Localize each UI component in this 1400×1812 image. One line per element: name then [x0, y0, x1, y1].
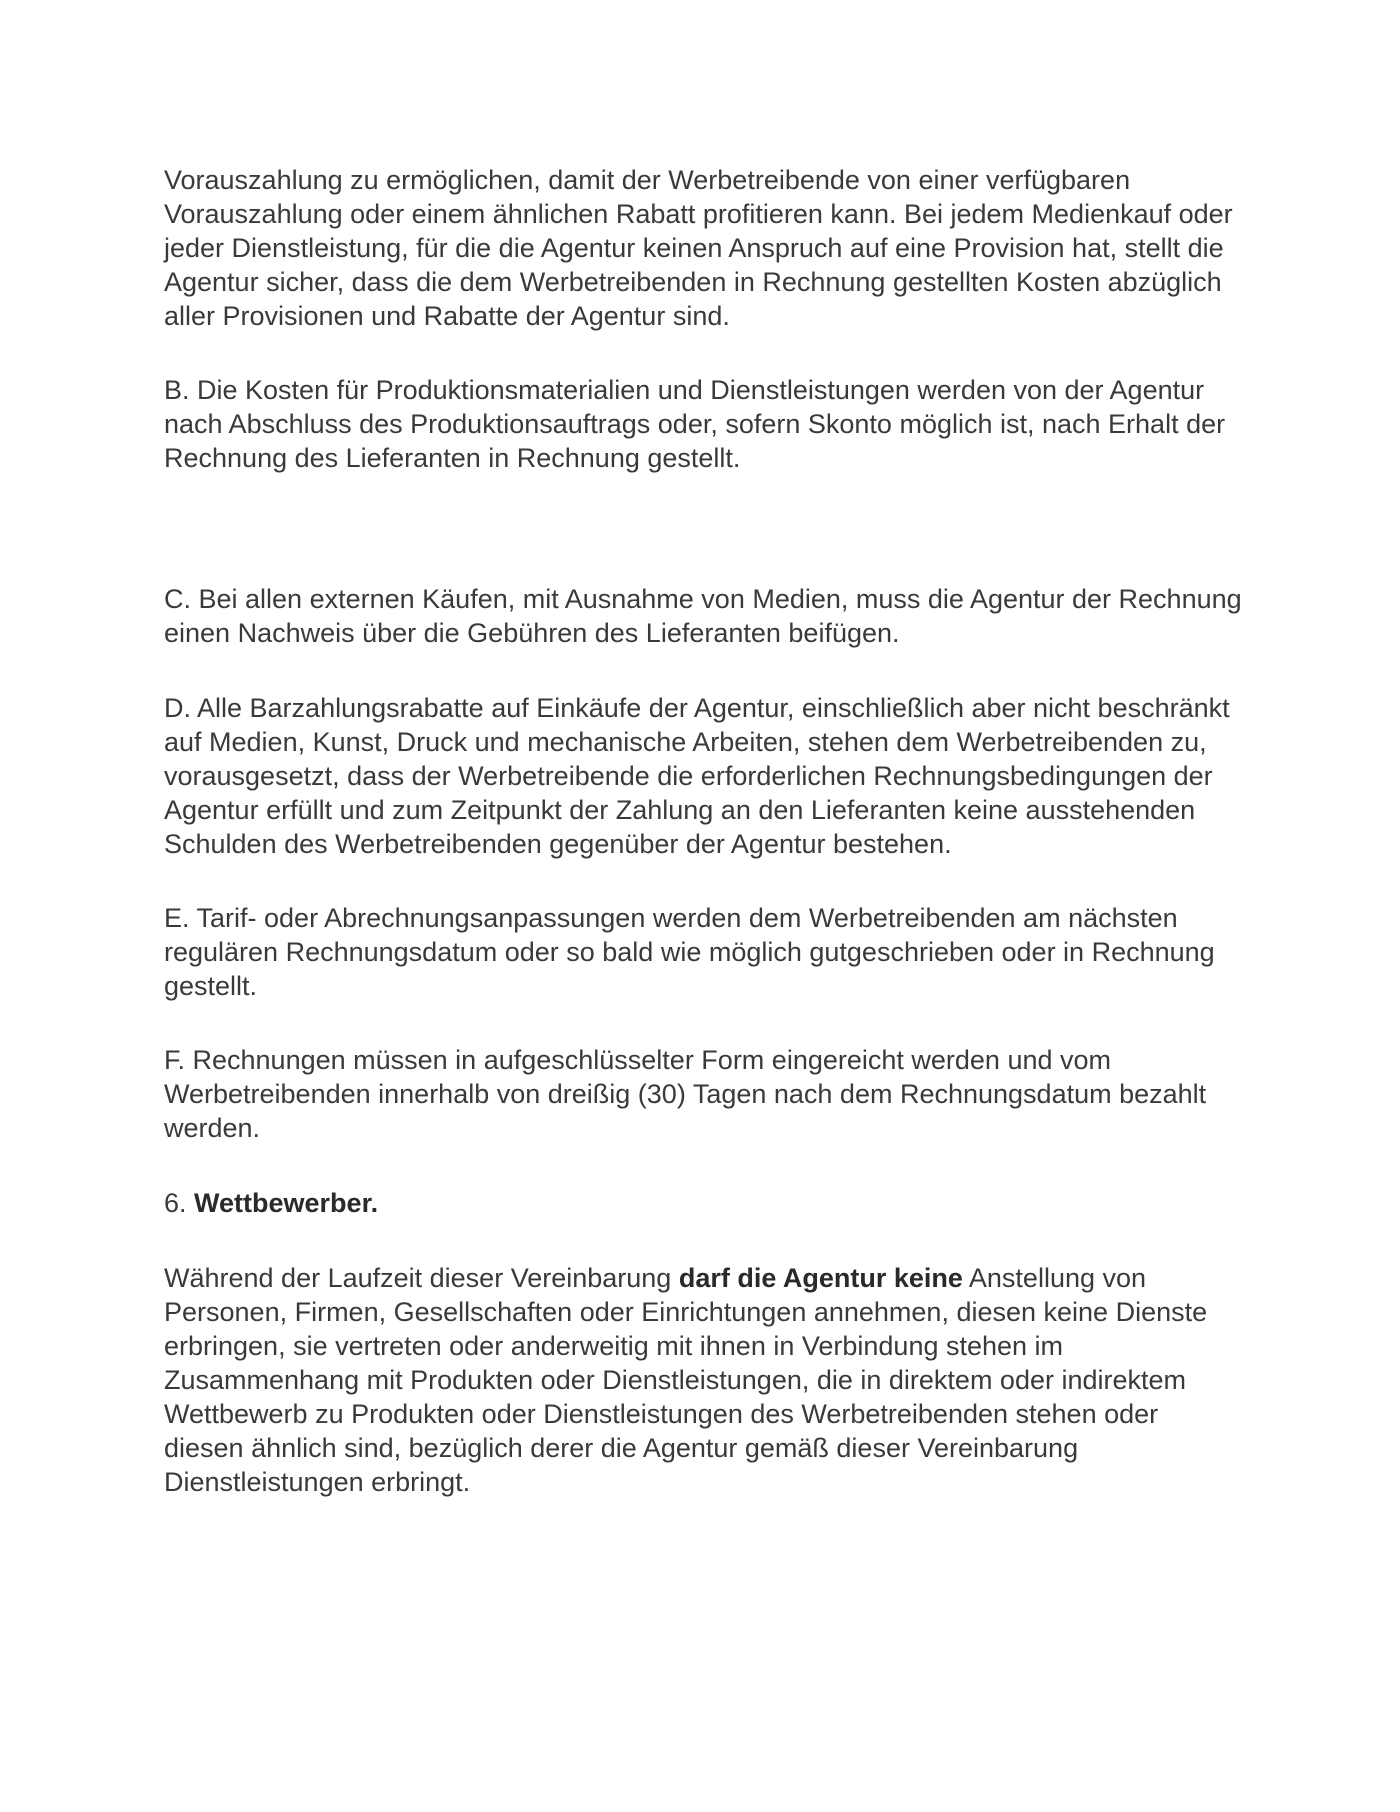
section-6-body — [164, 1261, 1244, 1499]
section-6-body-bold: darf die Agentur keine — [678, 1263, 963, 1293]
section-6-heading — [164, 1186, 1244, 1220]
section-6-number: 6. — [164, 1188, 195, 1218]
paragraph-e: E. Tarif- oder Abrechnungsanpassungen werden dem Werbetreibenden am nächsten regulären Rechnungsdatum oder so bald wie möglich gutgeschrieben oder in Rechnung gestellt. — [164, 903, 1215, 1001]
paragraph-a-continuation: Vorauszahlung zu ermöglichen, damit der Werbetreibende von einer verfügbaren Vorauszahlung oder einem ähnlichen Rabatt profitieren kann. Bei jedem Medienkauf oder jeder Dienstleistung, für die die Agentur keinen Anspruch auf eine Provision hat, stellt die Agentur sicher, dass die dem Werbetreibenden in Rechnung gestellten Kosten abzüglich aller Provisionen und Rabatte der Agentur sind. — [164, 165, 1233, 331]
section-6-body-end: Anstellung von Personen, Firmen, Gesellschaften oder Einrichtungen annehmen, diesen keine Dienste erbringen, sie vertreten oder anderweitig mit ihnen in Verbindung stehen im Zusammenhang mit Produkten oder Dienstleistungen, die in direktem oder indirektem Wettbewerb zu Produkten oder Dienstleistungen des Werbetreibenden stehen oder diesen ähnlich sind, bezüglich derer die Agentur gemäß dieser Vereinbarung Dienstleistungen erbringt. — [164, 1263, 1208, 1497]
paragraph-b: B. Die Kosten für Produktionsmaterialien und Dienstleistungen werden von der Agentur nach Abschluss des Produktionsauftrags oder, sofern Skonto möglich ist, nach Erhalt der Rechnung des Lieferanten in Rechnung gestellt. — [164, 375, 1226, 473]
paragraph-f: F. Rechnungen müssen in aufgeschlüsselter Form eingereicht werden und vom Werbetreibenden innerhalb von dreißig (30) Tagen nach dem Rechnungsdatum bezahlt werden. — [164, 1045, 1207, 1143]
paragraph-d: D. Alle Barzahlungsrabatte auf Einkäufe der Agentur, einschließlich aber nicht beschränkt auf Medien, Kunst, Druck und mechanische Arbeiten, stehen dem Werbetreibenden zu, vorausgesetzt, dass der Werbetreibende die erforderlichen Rechnungsbedingungen der Agentur erfüllt und zum Zeitpunkt der Zahlung an den Lieferanten keine ausstehenden Schulden des Werbetreibenden gegenüber der Agentur bestehen. — [164, 693, 1230, 859]
section-6-title: Wettbewerber. — [194, 1188, 379, 1218]
document-body — [164, 163, 1244, 1499]
paragraph-c: C. Bei allen externen Käufen, mit Ausnahme von Medien, muss die Agentur der Rechnung einen Nachweis über die Gebühren des Lieferanten beifügen. — [164, 584, 1242, 648]
section-6-body-start: Während der Laufzeit dieser Vereinbarung — [164, 1263, 679, 1293]
